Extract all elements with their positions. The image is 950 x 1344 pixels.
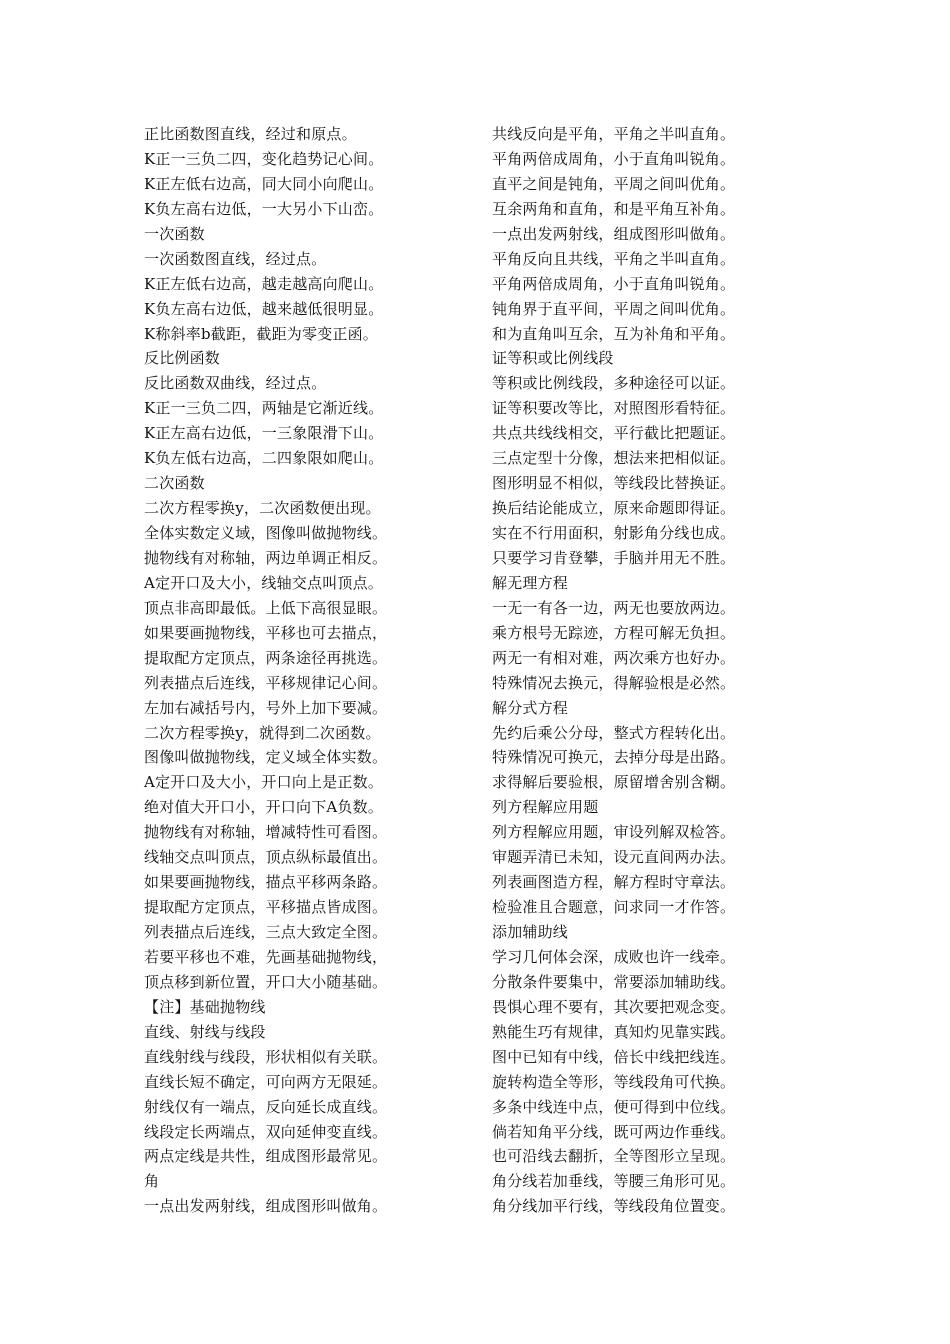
text-line: 若要平移也不难，先画基础抛物线， [144, 947, 388, 966]
text-line: K正左高右边低，一三象限滑下山。 [144, 424, 384, 443]
text-line: A定开口及大小，开口向上是正数。 [144, 773, 384, 792]
text-line: 直平之间是钝角，平周之间叫优角。 [492, 174, 736, 193]
text-line: 抛物线有对称轴，增减特性可看图。 [144, 823, 388, 842]
text-line: 平角两倍成周角，小于直角叫锐角。 [492, 274, 736, 293]
text-line: 如果要画抛物线，描点平移两条路。 [144, 873, 388, 892]
text-line: 角分线加平行线，等线段角位置变。 [492, 1197, 736, 1216]
text-line: 一无一有各一边，两无也要放两边。 [492, 598, 736, 617]
text-line: 列方程解应用题 [492, 798, 599, 817]
text-line: 一次函数 [144, 224, 205, 243]
text-line: 绝对值大开口小，开口向下A负数。 [144, 798, 384, 817]
text-line: 直线、射线与线段 [144, 1022, 266, 1041]
text-line: 【注】基础抛物线 [144, 997, 266, 1016]
text-line: 两点定线是共性，组成图形最常见。 [144, 1147, 388, 1166]
text-line: 两无一有相对难，两次乘方也好办。 [492, 648, 736, 667]
text-line: 多条中线连中点，便可得到中位线。 [492, 1097, 736, 1116]
text-line: K称斜率b截距，截距为零变正函。 [144, 324, 379, 343]
text-line: 角 [144, 1172, 160, 1191]
text-line: 抛物线有对称轴，两边单调正相反。 [144, 548, 388, 567]
text-line: 反比函数双曲线，经过点。 [144, 374, 327, 393]
text-line: 学习几何体会深，成败也许一线牵。 [492, 947, 736, 966]
text-line: 平角两倍成周角，小于直角叫锐角。 [492, 149, 736, 168]
text-line: 平角反向且共线，平角之半叫直角。 [492, 249, 736, 268]
text-line: 图像叫做抛物线，定义域全体实数。 [144, 748, 388, 767]
text-line: 提取配方定顶点，两条途径再挑选。 [144, 648, 388, 667]
text-line: 熟能生巧有规律，真知灼见靠实践。 [492, 1022, 736, 1041]
text-line: 求得解后要验根，原留增舍别含糊。 [492, 773, 736, 792]
text-line: K负左高右边低，一大另小下山峦。 [144, 199, 384, 218]
text-line: 只要学习肯登攀，手脑并用无不胜。 [492, 548, 736, 567]
text-line: 二次函数 [144, 474, 205, 493]
text-line: 角分线若加垂线，等腰三角形可见。 [492, 1172, 736, 1191]
text-line: 列表画图造方程，解方程时守章法。 [492, 873, 736, 892]
text-line: 二次方程零换y，就得到二次函数。 [144, 723, 381, 742]
text-line: A定开口及大小，线轴交点叫顶点。 [144, 573, 384, 592]
text-line: 线轴交点叫顶点，顶点纵标最值出。 [144, 848, 388, 867]
text-line: 共线反向是平角，平角之半叫直角。 [492, 125, 736, 143]
text-line: K正左低右边高，同大同小向爬山。 [144, 174, 384, 193]
text-line: K正左低右边高，越走越高向爬山。 [144, 274, 384, 293]
text-line: 添加辅助线 [492, 923, 569, 941]
text-line: 一次函数图直线，经过点。 [144, 249, 327, 268]
text-line: 全体实数定义域，图像叫做抛物线。 [144, 524, 388, 542]
text-line: 如果要画抛物线，平移也可去描点， [144, 623, 388, 642]
text-line: 乘方根号无踪迹，方程可解无负担。 [492, 623, 736, 642]
text-line: 列表描点后连线，平移规律记心间。 [144, 673, 388, 692]
text-line: 共点共线线相交，平行截比把题证。 [492, 424, 736, 443]
text-line: 列方程解应用题，审设列解双检答。 [492, 823, 736, 842]
text-line: 证等积要改等比，对照图形看特征。 [492, 399, 736, 418]
text-line: 证等积或比例线段 [492, 349, 614, 368]
text-line: 也可沿线去翻折，全等图形立呈现。 [492, 1147, 736, 1166]
text-line: 一点出发两射线，组成图形叫做角。 [144, 1197, 388, 1216]
text-line: 直线射线与线段，形状相似有关联。 [144, 1047, 388, 1066]
text-line: 线段定长两端点，双向延伸变直线。 [144, 1122, 388, 1141]
text-line: 反比例函数 [144, 349, 221, 368]
text-line: 实在不行用面积，射影角分线也成。 [492, 524, 736, 542]
text-line: 顶点移到新位置，开口大小随基础。 [144, 972, 388, 991]
text-line: 射线仅有一端点，反向延长成直线。 [144, 1097, 388, 1116]
text-line: 互余两角和直角，和是平角互补角。 [492, 199, 736, 218]
text-line: 审题弄清已未知，设元直间两办法。 [492, 848, 736, 867]
text-line: 提取配方定顶点，平移描点皆成图。 [144, 898, 388, 917]
left-text-column [144, 122, 474, 1219]
text-line: 三点定型十分像，想法来把相似证。 [492, 449, 736, 468]
text-line: 倘若知角平分线，既可两边作垂线。 [492, 1122, 736, 1141]
text-line: 解分式方程 [492, 698, 569, 717]
text-line: K负左低右边高，二四象限如爬山。 [144, 449, 384, 468]
text-line: 分散条件要集中，常要添加辅助线。 [492, 972, 736, 991]
right-text-column [492, 122, 822, 1219]
text-line: 二次方程零换y，二次函数便出现。 [144, 499, 381, 518]
text-line: K负左高右边低，越来越低很明显。 [144, 299, 384, 318]
text-line: 换后结论能成立，原来命题即得证。 [492, 499, 736, 518]
text-line: 钝角界于直平间，平周之间叫优角。 [492, 299, 736, 318]
text-line: 和为直角叫互余，互为补角和平角。 [492, 324, 736, 343]
text-line: 特殊情况可换元，去掉分母是出路。 [492, 748, 736, 767]
text-line: 检验准且合题意，问求同一才作答。 [492, 898, 736, 917]
text-line: 左加右减括号内，号外上加下要减。 [144, 698, 388, 717]
text-line: 直线长短不确定，可向两方无限延。 [144, 1072, 388, 1091]
text-line: 列表描点后连线，三点大致定全图。 [144, 923, 388, 941]
text-line: 先约后乘公分母，整式方程转化出。 [492, 723, 736, 742]
text-line: 顶点非高即最低。上低下高很显眼。 [144, 598, 388, 617]
text-line: 正比函数图直线，经过和原点。 [144, 125, 357, 143]
text-line: K正一三负二四，两轴是它渐近线。 [144, 399, 384, 418]
text-line: 图中已知有中线，倍长中线把线连。 [492, 1047, 736, 1066]
text-line: 解无理方程 [492, 573, 569, 592]
text-line: 图形明显不相似，等线段比替换证。 [492, 474, 736, 493]
text-line: 畏惧心理不要有，其次要把观念变。 [492, 997, 736, 1016]
text-line: 等积或比例线段，多种途径可以证。 [492, 374, 736, 393]
text-line: K正一三负二四，变化趋势记心间。 [144, 149, 384, 168]
text-line: 特殊情况去换元，得解验根是必然。 [492, 673, 736, 692]
text-line: 旋转构造全等形，等线段角可代换。 [492, 1072, 736, 1091]
text-line: 一点出发两射线，组成图形叫做角。 [492, 224, 736, 243]
